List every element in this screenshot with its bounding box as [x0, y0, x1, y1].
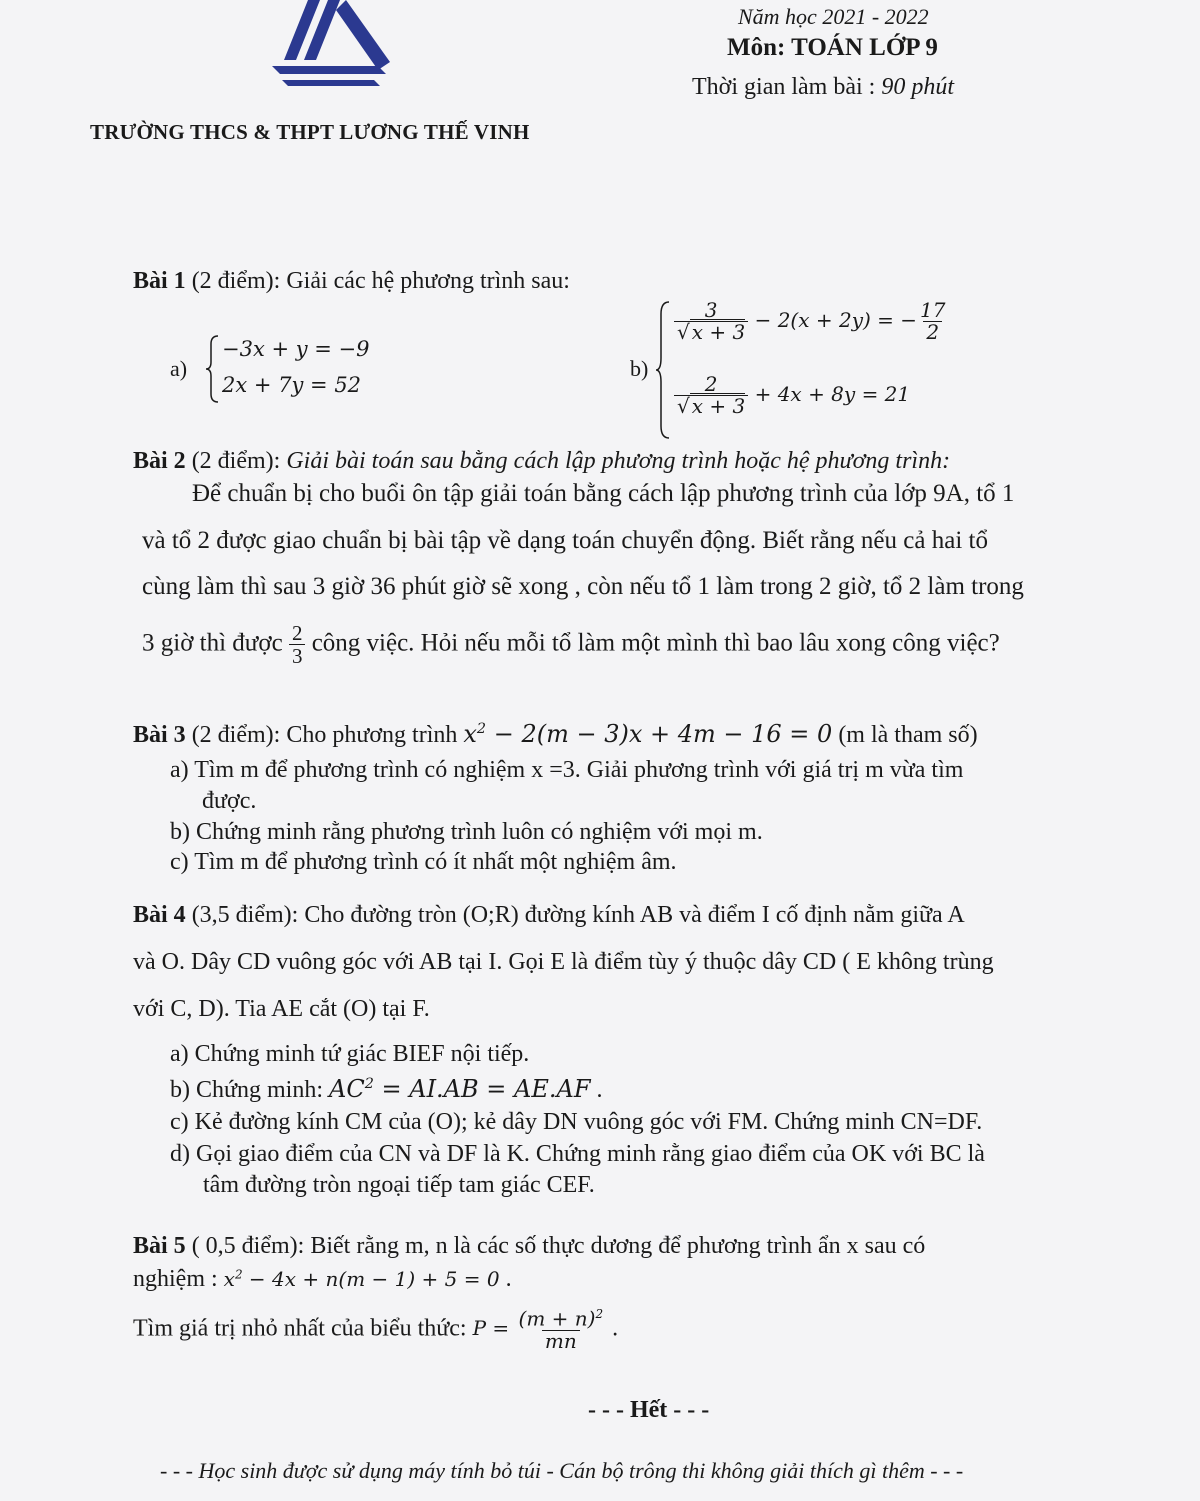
- bai1-heading: [133, 268, 570, 295]
- left-brace-icon: [205, 334, 221, 404]
- eq-rest: − 2(m − 3)x + 4m − 16 = 0: [486, 720, 833, 748]
- bai4-c: c) Kẻ đường kính CM của (O); kẻ dây DN vuông góc với FM. Chứng minh CN=DF.: [170, 1109, 983, 1135]
- school-name: TRƯỜNG THCS & THPT LƯƠNG THẾ VINH: [90, 120, 530, 144]
- left-brace-icon: [655, 300, 671, 440]
- bai5-line2: [133, 1266, 512, 1293]
- bai4-a: a) Chứng minh tứ giác BIEF nội tiếp.: [170, 1041, 530, 1067]
- bai4-b: [170, 1075, 602, 1104]
- bai4-line2: và O. Dây CD vuông góc với AB tại I. Gọi E là điểm tùy ý thuộc dây CD ( E không trùng: [133, 949, 994, 975]
- bai2-line4: [142, 622, 1000, 667]
- end-marker: - - - Hết - - -: [588, 1397, 710, 1423]
- frac-denominator: 2: [923, 321, 942, 343]
- frac-numerator: 2: [291, 621, 303, 645]
- bai4-d: d) Gọi giao điểm của CN và DF là K. Chứng minh rằng giao điểm của OK với BC là: [170, 1141, 985, 1167]
- bai1-b-eq1: $\frac{3}{√ x + 3}$ − 2(x + 2y) = − $\frac{17}{2}$: [674, 300, 949, 343]
- eq1-middle: − 2(x + 2y) = −: [754, 308, 918, 332]
- frac-numerator: 3: [704, 298, 718, 322]
- bai3-c: c) Tìm m để phương trình có ít nhất một nghiệm âm.: [170, 849, 677, 875]
- bai2-points: (2 điểm):: [185, 448, 287, 474]
- bai1-a-eq1: −3x + y = −9: [222, 337, 370, 361]
- bai2-instruction: Giải bài toán sau bằng cách lập phương trình hoặc hệ phương trình:: [286, 448, 951, 474]
- expr-lhs: P =: [472, 1316, 516, 1341]
- bai3-b: b) Chứng minh rằng phương trình luôn có nghiệm với mọi m.: [170, 819, 763, 845]
- bai5-line1: ( 0,5 điểm): Biết rằng m, n là các số thực dương để phương trình ẩn x sau có: [185, 1233, 926, 1259]
- bai5-line3: [133, 1308, 618, 1352]
- bai4-line3: với C, D). Tia AE cắt (O) tại F.: [133, 996, 430, 1022]
- bai3-a-cont: được.: [202, 788, 257, 814]
- bai1-title: Bài 1: [133, 268, 186, 294]
- bai5-heading: [133, 1233, 925, 1260]
- eq-exponent: 2: [476, 721, 487, 737]
- bai1-b-label: b): [630, 356, 649, 381]
- exam-duration: [692, 74, 954, 101]
- duration-value: 90 phút: [881, 74, 954, 100]
- bai1-a-eq2: 2x + 7y = 52: [222, 373, 362, 397]
- frac-numerator: 17: [920, 298, 946, 322]
- frac-numerator: 2: [704, 372, 718, 396]
- frac-denominator: x + 3: [691, 320, 746, 344]
- bai3-intro: (2 điểm): Cho phương trình: [185, 722, 464, 748]
- bai2-title: Bài 2: [133, 448, 186, 474]
- bai4-b-label: b) Chứng minh:: [170, 1077, 330, 1103]
- eq-rest: − 4x + n(m − 1) + 5 = 0: [242, 1267, 500, 1291]
- eq-exponent: 2: [234, 1267, 243, 1282]
- bai5-question: Tìm giá trị nhỏ nhất của biểu thức:: [133, 1315, 473, 1342]
- duration-label: Thời gian làm bài :: [692, 74, 882, 100]
- bai1-b-eq2: $\frac{2}{√ x + 3}$ + 4x + 8y = 21: [674, 374, 910, 417]
- bai2-line2: và tổ 2 được giao chuẩn bị bài tập về dạng toán chuyển động. Biết rằng nếu cả hai tổ: [142, 527, 988, 554]
- eq-rhs: = AI.AB = AE.AF: [373, 1075, 591, 1103]
- school-logo: [262, 0, 390, 92]
- eq-exponent: 2: [364, 1076, 374, 1092]
- bai1-points: (2 điểm): Giải các hệ phương trình sau:: [185, 268, 570, 294]
- bai5-label: nghiệm :: [133, 1266, 224, 1292]
- bai3-title: Bài 3: [133, 722, 186, 748]
- frac-denominator: mn: [542, 1330, 580, 1352]
- line4-suffix: công việc. Hỏi nếu mỗi tổ làm một mình thì bao lâu xong công việc?: [305, 629, 1000, 657]
- bai5-title: Bài 5: [133, 1233, 186, 1259]
- footer-note: - - - Học sinh được sử dụng máy tính bỏ túi - Cán bộ trông thi không giải thích gì thêm - - -: [160, 1458, 964, 1483]
- bai4-line1: (3,5 điểm): Cho đường tròn (O;R) đường kính AB và điểm I cố định nằm giữa A: [185, 902, 965, 928]
- bai3-heading: [133, 720, 978, 749]
- frac-numerator: (m + n): [518, 1306, 596, 1331]
- eq-period: .: [499, 1266, 512, 1292]
- bai4-title: Bài 4: [133, 902, 186, 928]
- eq-lhs: AC: [329, 1075, 365, 1103]
- eq-exponent: 2: [595, 1307, 604, 1321]
- bai2-heading: [133, 448, 950, 475]
- line4-prefix: 3 giờ thì được: [142, 629, 289, 657]
- subject-title: Môn: TOÁN LỚP 9: [727, 34, 938, 61]
- eq-period: .: [590, 1077, 603, 1103]
- bai4-heading: [133, 902, 965, 929]
- eq-var: x: [223, 1267, 235, 1291]
- eq2-rest: + 4x + 8y = 21: [754, 382, 911, 406]
- frac-denominator: 3: [289, 644, 306, 667]
- bai3-a: a) Tìm m để phương trình có nghiệm x =3. Giải phương trình với giá trị m vừa tìm: [170, 757, 964, 783]
- bai2-line1: Để chuẩn bị cho buổi ôn tập giải toán bằng cách lập phương trình của lớp 9A, tổ 1: [192, 480, 1015, 507]
- expr-period: .: [606, 1315, 619, 1342]
- frac-denominator: x + 3: [691, 394, 746, 418]
- bai3-param: (m là tham số): [832, 722, 978, 748]
- bai4-d-cont: tâm đường tròn ngoại tiếp tam giác CEF.: [203, 1172, 595, 1198]
- bai1-a-label: a): [170, 356, 188, 381]
- bai2-line3: cùng làm thì sau 3 giờ 36 phút giờ sẽ xong , còn nếu tổ 1 làm trong 2 giờ, tổ 2 làm trong: [142, 573, 1024, 600]
- school-year: Năm học 2021 - 2022: [738, 4, 929, 29]
- eq-var: x: [463, 720, 477, 748]
